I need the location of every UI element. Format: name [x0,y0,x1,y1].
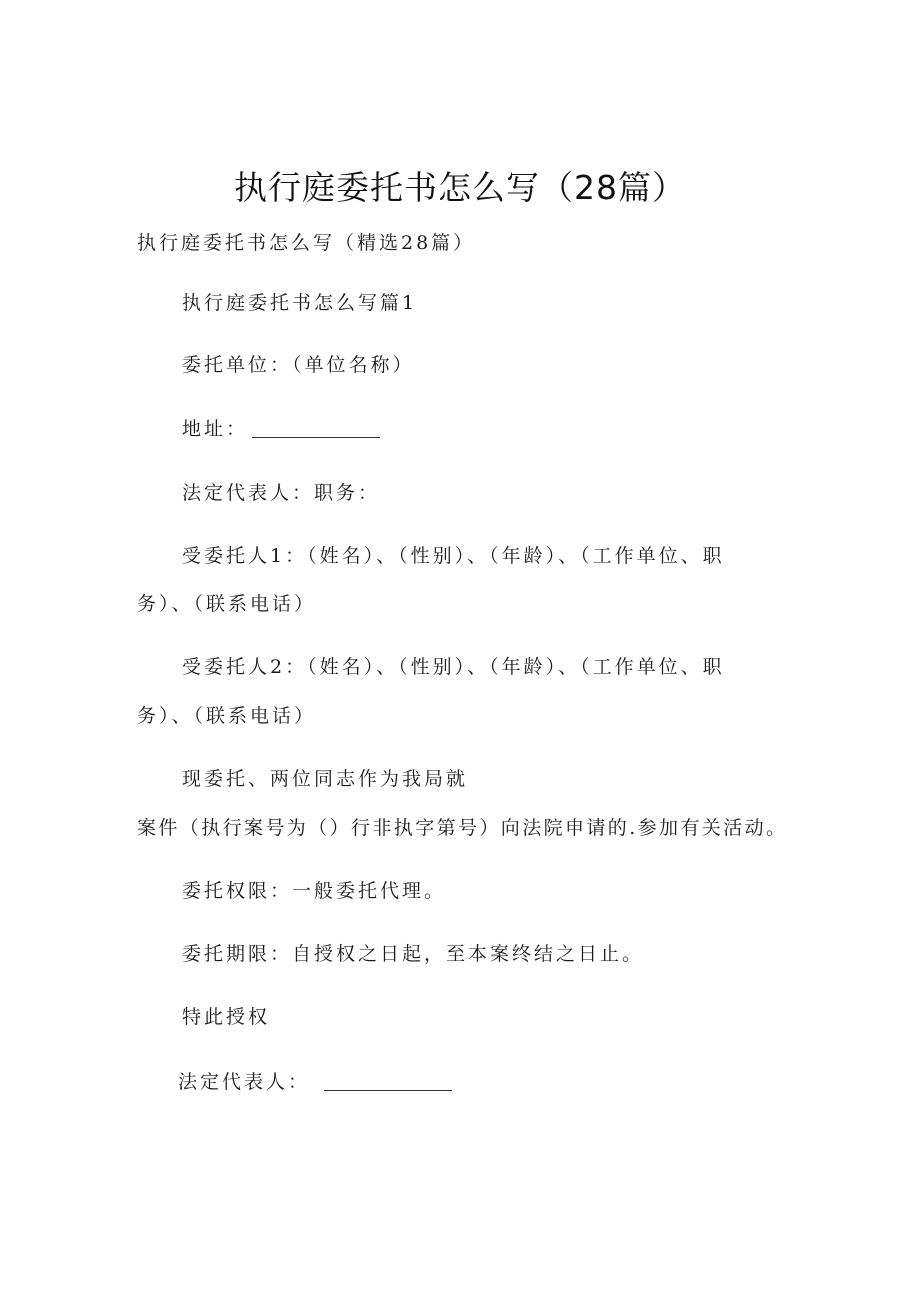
period-line: 委托期限：自授权之日起，至本案终结之日止。 [182,943,645,965]
legal-rep-signature-blank [324,1090,452,1091]
agent2-line1: 受委托人2：（姓名）、（性别）、（年龄）、（工作单位、职 [182,656,725,678]
mandate-line2: 案件（执行案号为（）行非执字第号）向法院申请的.参加有关活动。 [137,817,788,839]
legal-rep-position-line: 法定代表人：职务： [182,482,381,504]
section-heading: 执行庭委托书怎么写篇1 [182,292,418,314]
document-title: 执行庭委托书怎么写（28篇） [234,168,686,207]
authority-line: 委托权限：一般委托代理。 [182,880,447,902]
agent1-line2: 务）、（联系电话） [137,593,317,615]
agent2-line2: 务）、（联系电话） [137,705,317,727]
document-subtitle: 执行庭委托书怎么写（精选28篇） [137,232,476,254]
legal-rep-signature-label: 法定代表人： [178,1071,311,1093]
delegating-unit-line: 委托单位：（单位名称） [182,354,415,376]
special-authorization-line: 特此授权 [182,1006,271,1028]
address-line [182,414,380,441]
address-blank [252,437,380,438]
address-label: 地址： [182,418,249,440]
mandate-line1: 现委托、两位同志作为我局就 [182,768,469,790]
legal-rep-signature-line [178,1067,452,1094]
agent1-line1: 受委托人1：（姓名）、（性别）、（年龄）、（工作单位、职 [182,545,725,567]
